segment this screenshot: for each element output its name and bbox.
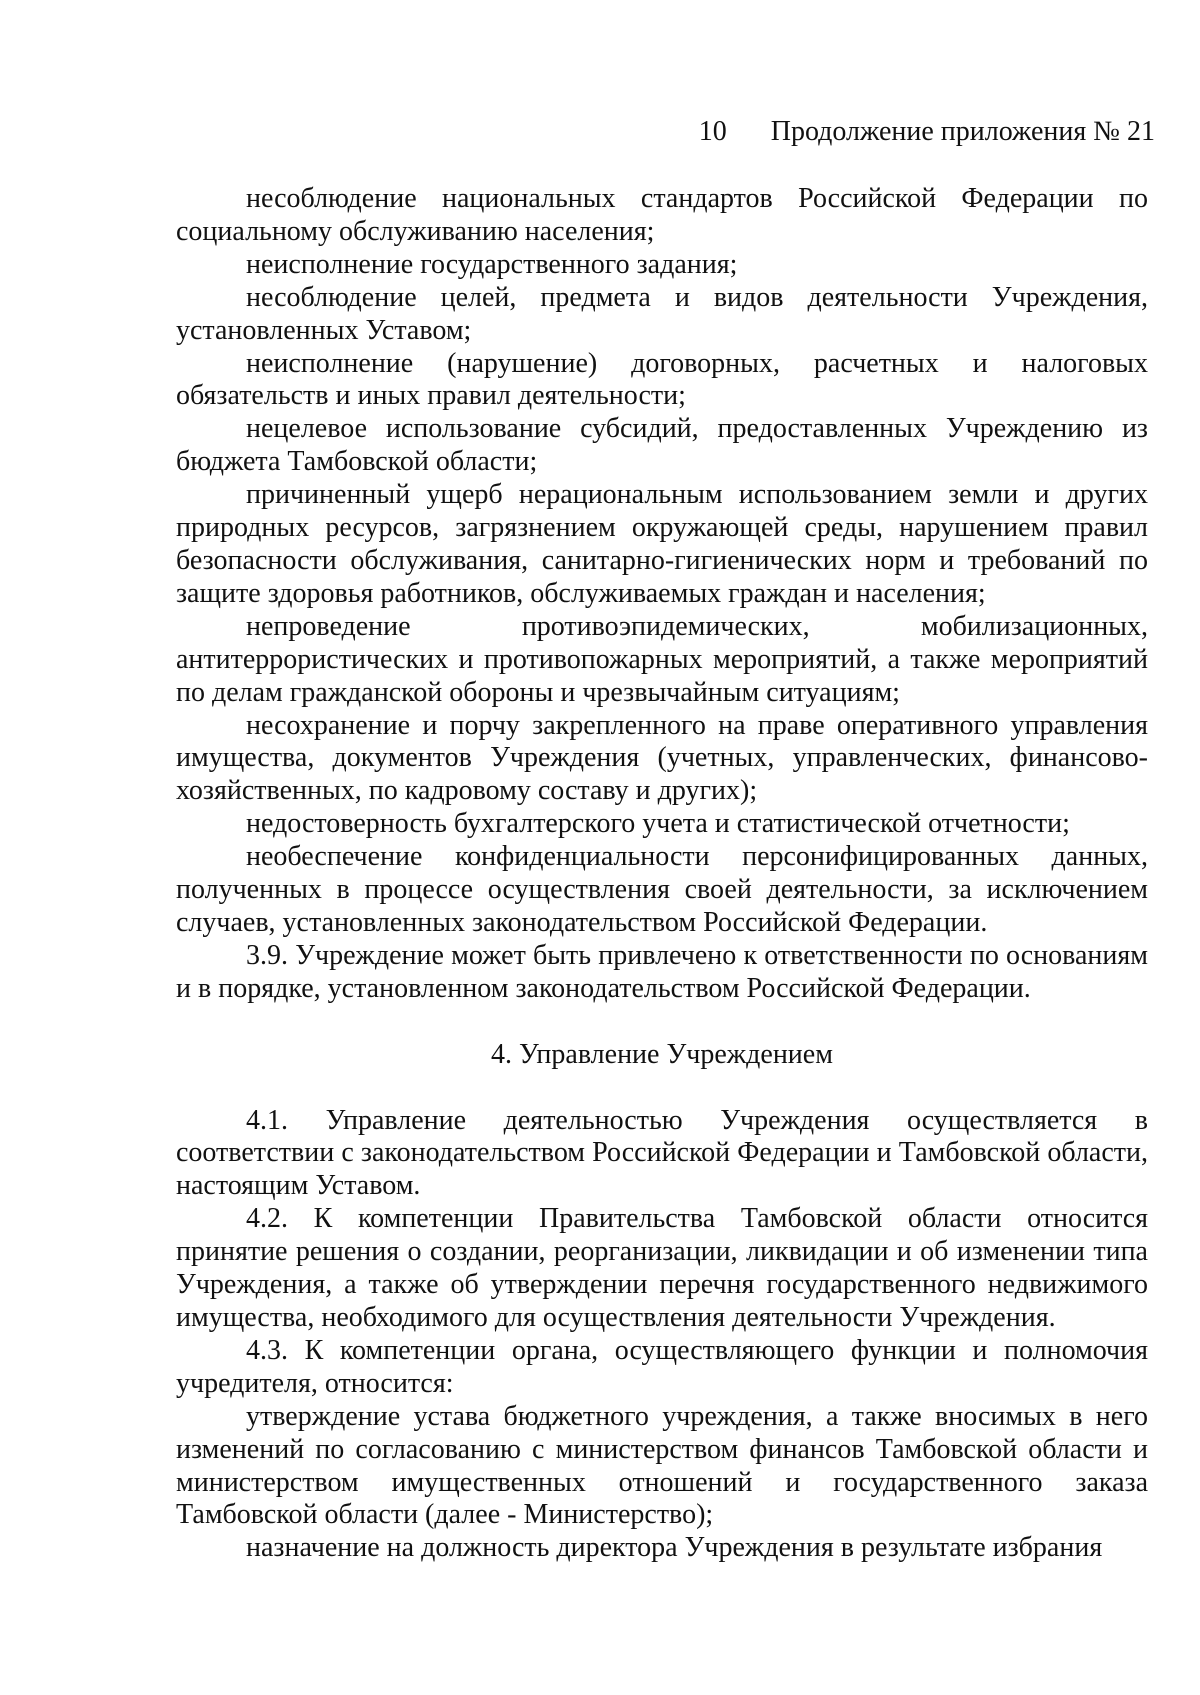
section-paragraph: назначение на должность директора Учреждения в результате избрания	[246, 1532, 1103, 1564]
paragraph: несоблюдение целей, предмета и видов деятельности Учреждения, установленных Уставом;	[176, 281, 1148, 346]
section-paragraph: 4.2. К компетенции Правительства Тамбовской области относится принятие решения о создании, реорганизации, ликвидации и об изменении типа Учреждения, а также об утверждении перечня государственного недвижимого имущества, необходимого для осуществления деятельности Учреждения.	[176, 1203, 1148, 1333]
page-header	[699, 114, 1155, 150]
section-paragraph: утверждение устава бюджетного учреждения, а также вносимых в него изменений по согласованию с министерством финансов Тамбовской области и министерством имущественных отношений и государственного заказа Тамбовской области (далее - Министерство);	[176, 1400, 1148, 1531]
section-paragraph: 4.1. Управление деятельностью Учреждения осуществляется в соответствии с законодательством Российской Федерации и Тамбовской области, настоящим Уставом.	[176, 1104, 1148, 1202]
paragraph: необеспечение конфиденциальности персонифицированных данных, полученных в процессе осуществления своей деятельности, за исключением случаев, установленных законодательством Российской Федерации.	[176, 841, 1148, 938]
paragraph: непроведение противоэпидемических, мобилизационных, антитеррористических и противопожарных мероприятий, а также мероприятий по делам гражданской обороны и чрезвычайным ситуациям;	[176, 610, 1148, 708]
paragraph: 3.9. Учреждение может быть привлечено к ответственности по основаниям и в порядке, установленном законодательством Российской Федерации.	[176, 939, 1148, 1004]
paragraph: несоблюдение национальных стандартов Российской Федерации по социальному обслуживанию населения;	[176, 183, 1148, 247]
section-heading: 4. Управление Учреждением	[491, 1038, 833, 1070]
document-body	[176, 183, 1148, 1565]
paragraph: неисполнение государственного задания;	[246, 248, 738, 280]
paragraph: недостоверность бухгалтерского учета и статистической отчетности;	[246, 808, 1070, 840]
paragraph: нецелевое использование субсидий, предоставленных Учреждению из бюджета Тамбовской области;	[176, 413, 1148, 478]
paragraph: причиненный ущерб нерациональным использованием земли и других природных ресурсов, загрязнением окружающей среды, нарушением правил безопасности обслуживания, санитарно-гигиенических норм и требований по защите здоровья работников, обслуживаемых граждан и населения;	[176, 479, 1148, 609]
section-paragraph: 4.3. К компетенции органа, осуществляющего функции и полномочия учредителя, относится:	[176, 1334, 1148, 1399]
paragraph: несохранение и порчу закрепленного на праве оперативного управления имущества, документов Учреждения (учетных, управленческих, финансово-хозяйственных, по кадровому составу и других);	[176, 709, 1148, 807]
header-title: Продолжение приложения № 21	[770, 116, 1155, 147]
page-number: 10	[698, 116, 727, 147]
paragraph: неисполнение (нарушение) договорных, расчетных и налоговых обязательств и иных правил деятельности;	[176, 347, 1148, 412]
